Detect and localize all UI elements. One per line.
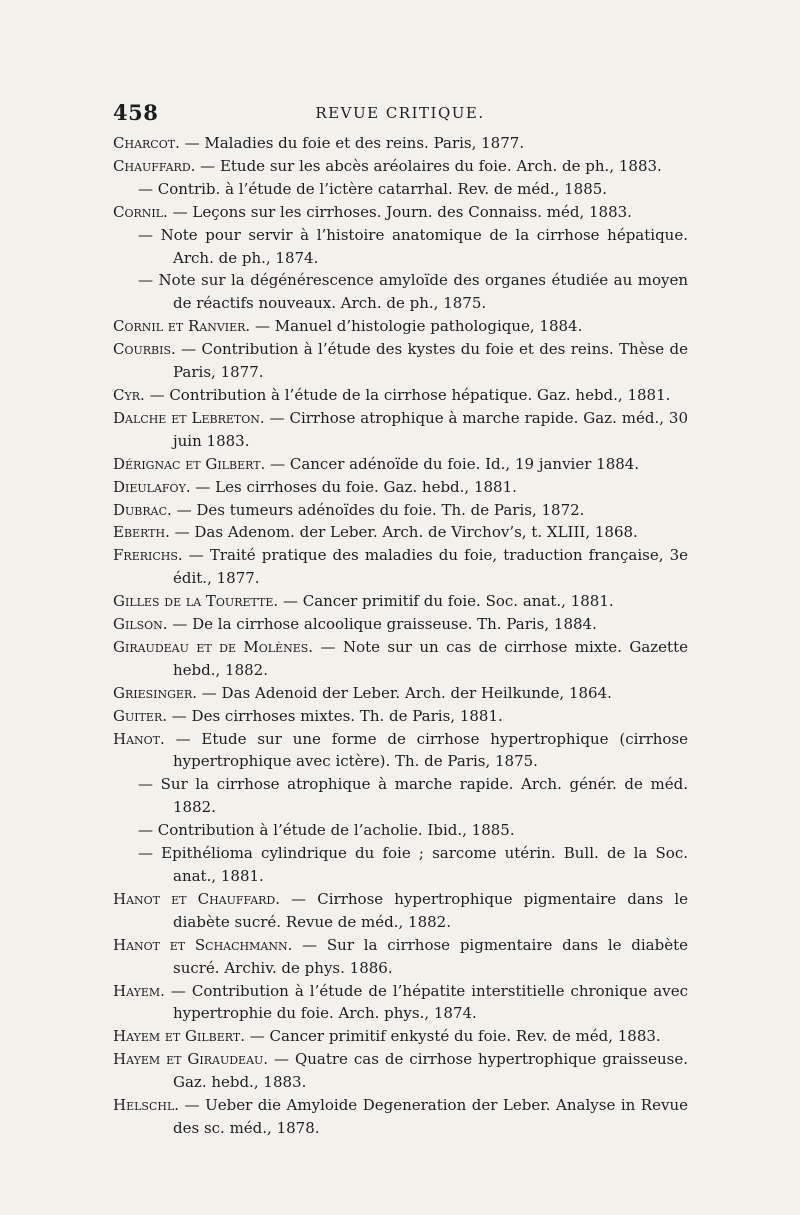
bibliography-entry [113, 682, 688, 705]
entry-text: — Traité pratique des maladies du foie, traduction française, 3e édit., 1877. [173, 546, 688, 588]
entry-text: — De la cirrhose alcoolique graisseuse. Th. Paris, 1884. [167, 615, 597, 634]
entry-text: — Etude sur les abcès aréolaires du foie. Arch. de ph., 1883. [195, 156, 662, 175]
bibliography-entry [113, 1025, 688, 1048]
bibliography-entry [113, 178, 688, 201]
entry-author: Gilles de la Tourette. [113, 592, 279, 611]
bibliography-entry [113, 521, 688, 544]
entry-author: Hanot et Schachmann. [113, 935, 293, 954]
entry-author: Eberth. [113, 523, 170, 542]
bibliography-entry [113, 1094, 688, 1140]
entry-author: Dalche et Lebreton. [113, 408, 265, 427]
bibliography-entry [113, 934, 688, 980]
bibliography-list [113, 132, 688, 1140]
bibliography-entry [113, 613, 688, 636]
entry-author: Dieulafoy. [113, 477, 191, 496]
bibliography-entry [113, 201, 688, 224]
bibliography-entry [113, 636, 688, 682]
entry-text: — Ueber die Amyloide Degeneration der Leber. Analyse in Revue des sc. méd., 1878. [173, 1096, 688, 1137]
entry-text: — Des cirrhoses mixtes. Th. de Paris, 1881. [167, 706, 503, 725]
entry-author: Hayem et Giraudeau. [113, 1050, 269, 1069]
entry-text: — Note sur un cas de cirrhose mixte. Gazette hebd., 1882. [173, 637, 688, 679]
entry-text: — Cancer primitif du foie. Soc. anat., 1881. [278, 592, 614, 611]
bibliography-entry [113, 888, 688, 934]
bibliography-entry [113, 590, 688, 613]
bibliography-entry [113, 384, 688, 407]
bibliography-entry [113, 476, 688, 499]
page-number: 458 [113, 100, 159, 125]
entry-author: Cornil. [113, 202, 168, 221]
bibliography-entry [113, 728, 688, 774]
entry-author: Hayem et Gilbert. [113, 1027, 245, 1046]
entry-text: — Leçons sur les cirrhoses. Journ. des Connaiss. méd, 1883. [167, 202, 632, 221]
entry-text: — Maladies du foie et des reins. Paris, 1877. [179, 134, 525, 152]
entry-author: Hanot. [113, 729, 165, 748]
bibliography-entry [113, 338, 688, 384]
bibliography-entry [113, 132, 688, 155]
entry-text: — Sur la cirrhose pigmentaire dans le diabète sucré. Archiv. de phys. 1886. [173, 935, 688, 977]
entry-author: Hanot et Chauffard. [113, 889, 281, 908]
bibliography-entry [113, 773, 688, 819]
entry-text: — Sur la cirrhose atrophique à marche rapide. Arch. génér. de méd. 1882. [138, 775, 688, 817]
entry-author: Chauffard. [113, 156, 196, 175]
entry-text: — Note pour servir à l’histoire anatomique de la cirrhose hépatique. Arch. de ph., 1874. [138, 225, 688, 267]
entry-author: Cornil et Ranvier. [113, 317, 251, 336]
bibliography-entry [113, 1048, 688, 1094]
bibliography-entry [113, 224, 688, 270]
entry-text: — Cancer primitif enkysté du foie. Rev. de méd, 1883. [244, 1027, 661, 1046]
entry-text: — Contribution à l’étude des kystes du foie et des reins. Thèse de Paris, 1877. [173, 340, 688, 382]
entry-text: — Das Adenoid der Leber. Arch. der Heilkunde, 1864. [197, 683, 612, 702]
entry-text: — Des tumeurs adénoïdes du foie. Th. de Paris, 1872. [171, 500, 585, 519]
entry-author: Courbis. [113, 340, 176, 359]
bibliography-entry [113, 453, 688, 476]
entry-author: Frerichs. [113, 546, 183, 565]
bibliography-entry [113, 980, 688, 1026]
bibliography-entry [113, 819, 688, 842]
running-head: REVUE CRITIQUE. [315, 104, 485, 122]
bibliography-entry [113, 499, 688, 522]
entry-author: Dubrac. [113, 500, 172, 519]
entry-text: — Epithélioma cylindrique du foie ; sarcome utérin. Bull. de la Soc. anat., 1881. [138, 844, 688, 885]
entry-author: Guiter. [113, 706, 168, 725]
entry-author: Gilson. [113, 615, 168, 634]
entry-text: — Cirrhose hypertrophique pigmentaire dans le diabète sucré. Revue de méd., 1882. [173, 889, 688, 931]
entry-author: Charcot. [113, 134, 180, 152]
entry-text: — Etude sur une forme de cirrhose hypertrophique (cirrhose hypertrophique avec ictère). Th. de Paris, 1875. [164, 729, 688, 771]
entry-text: — Contrib. à l’étude de l’ictère catarrhal. Rev. de méd., 1885. [138, 179, 608, 198]
bibliography-entry [113, 155, 688, 178]
bibliography-entry [113, 705, 688, 728]
entry-text: — Contribution à l’étude de l’acholie. Ibid., 1885. [138, 821, 515, 840]
entry-author: Dérignac et Gilbert. [113, 454, 266, 473]
entry-text: — Les cirrhoses du foie. Gaz. hebd., 1881. [190, 477, 517, 496]
entry-text: — Das Adenom. der Leber. Arch. de Virchov’s, t. XLIII, 1868. [169, 523, 638, 542]
entry-text: — Cirrhose atrophique à marche rapide. Gaz. méd., 30 juin 1883. [173, 408, 688, 450]
entry-text: — Manuel d’histologie pathologique, 1884. [250, 317, 583, 336]
entry-text: — Contribution à l’étude de l’hépatite interstitielle chronique avec hypertrophie du foie. Arch. phys., 1874. [164, 981, 688, 1023]
entry-author: Griesinger. [113, 683, 198, 702]
entry-text: — Note sur la dégénérescence amyloïde des organes étudiée au moyen de réactifs nouveaux. Arch. de ph., 1875. [138, 271, 688, 313]
bibliography-entry [113, 269, 688, 315]
entry-author: Giraudeau et de Molènes. [113, 637, 314, 656]
bibliography-entry [113, 315, 688, 338]
entry-author: Hayem. [113, 981, 165, 1000]
entry-author: Helschl. [113, 1096, 180, 1115]
entry-text: — Quatre cas de cirrhose hypertrophique graisseuse. Gaz. hebd., 1883. [173, 1050, 688, 1092]
entry-text: — Cancer adénoïde du foie. Id., 19 janvier 1884. [265, 454, 640, 473]
bibliography-entry [113, 842, 688, 888]
entry-author: Cyr. [113, 385, 145, 404]
bibliography-entry [113, 407, 688, 453]
bibliography-entry [113, 544, 688, 590]
entry-text: — Contribution à l’étude de la cirrhose hépatique. Gaz. hebd., 1881. [144, 385, 671, 404]
